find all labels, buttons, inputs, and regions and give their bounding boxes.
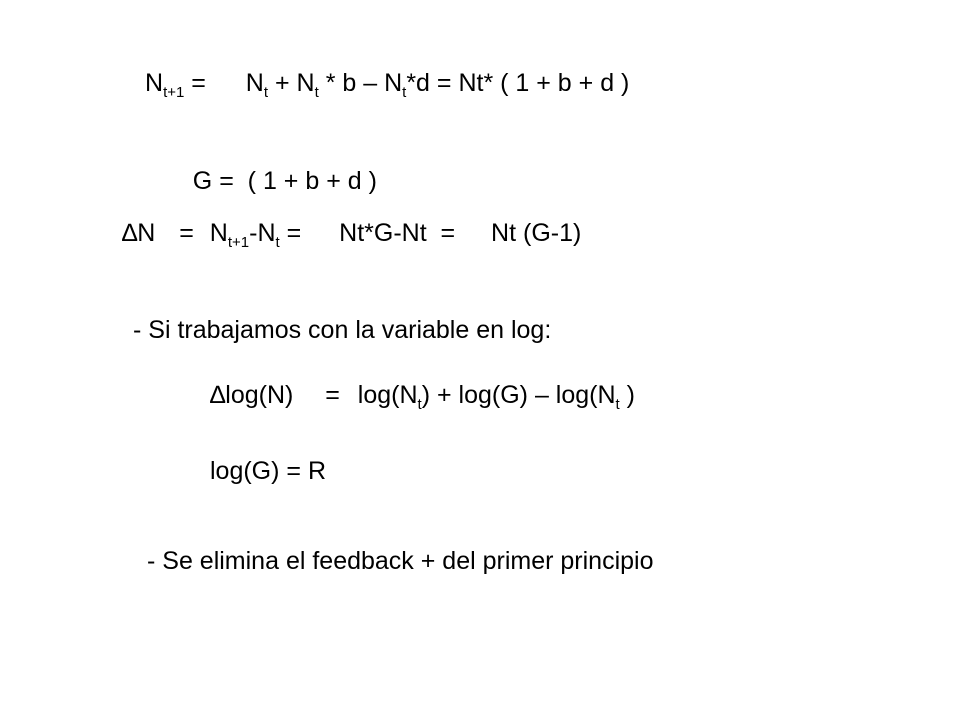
- eq3-equals-2: =: [279, 219, 302, 247]
- note-log-variable: [133, 315, 551, 345]
- eq1-rhs-b: N: [296, 69, 315, 97]
- eq1-sub-b: t: [314, 84, 319, 101]
- eq4-lhs: ∆log(N): [210, 381, 294, 409]
- eq3-equals: =: [179, 219, 194, 247]
- eq3-sub2: t: [275, 234, 280, 251]
- eq3-minus: -N: [249, 219, 276, 247]
- equation-log-g: [210, 456, 326, 486]
- equation-g: [165, 136, 377, 226]
- eq3-n1: N: [209, 219, 228, 247]
- eq2-text: G = ( 1 + b + d ): [192, 167, 377, 195]
- eq4-r3: ): [619, 381, 635, 409]
- eq3-delta: ∆N: [122, 219, 156, 247]
- eq1-sub-c: t: [402, 84, 407, 101]
- equation-delta-n: [122, 218, 582, 251]
- eq4-s2: t: [615, 396, 620, 413]
- eq4-equals: =: [325, 381, 340, 409]
- eq1-rhs-c: N: [384, 69, 403, 97]
- note-feedback: [147, 546, 654, 576]
- eq1-mid: * b –: [318, 69, 385, 97]
- eq3-mid: Nt*G-Nt =: [339, 219, 456, 247]
- equation-delta-log: [210, 380, 635, 413]
- eq4-s1: t: [417, 396, 422, 413]
- eq4-r1: log(N: [357, 381, 418, 409]
- equation-growth: [145, 68, 630, 101]
- eq3-tail: Nt (G-1): [491, 219, 582, 247]
- note1-text: - Si trabajamos con la variable en log:: [133, 316, 552, 344]
- eq1-tail: *d = Nt* ( 1 + b + d ): [406, 69, 630, 97]
- eq5-text: log(G) = R: [210, 457, 327, 485]
- eq1-sub-a: t: [263, 84, 269, 101]
- eq1-rhs-a: N: [245, 69, 264, 97]
- eq4-r2: ) + log(G) – log(N: [421, 381, 616, 409]
- note2-text: - Se elimina el feedback + del primer principio: [147, 547, 654, 575]
- eq3-sub1: t+1: [227, 234, 250, 251]
- eq1-equals: =: [184, 69, 206, 97]
- eq1-plus: +: [268, 69, 297, 97]
- eq1-n: N: [145, 69, 164, 97]
- eq1-sub-t1: t+1: [163, 84, 185, 101]
